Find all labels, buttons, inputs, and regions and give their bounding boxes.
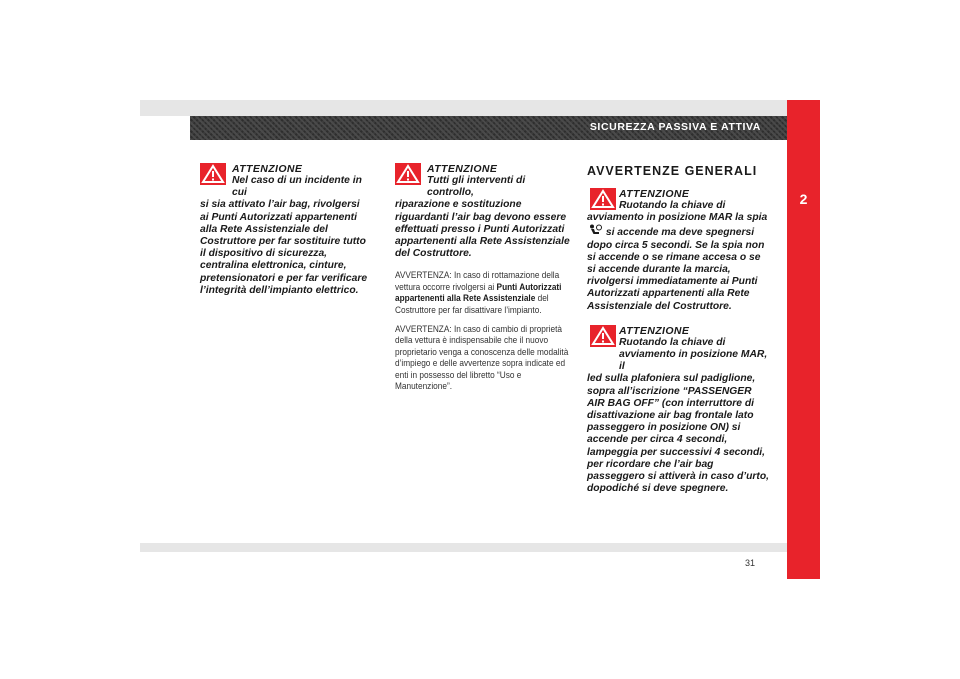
- note-label: AVVERTENZA: [395, 324, 450, 335]
- top-gray-band: [140, 100, 787, 116]
- warning-heading: ATTENZIONE: [232, 163, 303, 175]
- warning-text: riparazione e sostituzione riguardanti l’air bag devono essere effettuati presso i Punti Autorizzati appartenenti alla Rete Assistenziale del Costruttore.: [395, 199, 570, 260]
- column-1: [200, 163, 368, 297]
- warning-text: led sulla plafoniera sul padiglione, sopra all’iscrizione “PASSENGER AIR BAG OFF” (con interruttore di disattivazione air bag frontale lato passeggero in posizione ON) si accende per circa 4 secondi, lampeggia per successivi 4 secondi, per ricordare che l’air bag passeggero si attiverà in caso d’urto, dopodiché si deve spegnere.: [587, 373, 769, 495]
- chapter-number: 2: [799, 191, 808, 207]
- warning-triangle-icon: [590, 188, 616, 210]
- airbag-seated-person-icon: [589, 224, 603, 236]
- note-text: : In caso di cambio di proprietà della vettura è indispensabile che il nuovo proprietario venga a conoscenza delle modalità d’impiego e delle avvertenze sopra indicate ed enti in possesso del libretto “Uso e Manutenzione”.: [395, 324, 569, 392]
- warning-triangle-icon: [395, 163, 421, 185]
- note-label: AVVERTENZA: [395, 270, 450, 281]
- note-ownership-change: [395, 324, 571, 392]
- warning-block: [587, 325, 770, 496]
- page-number: 31: [745, 558, 756, 568]
- warning-heading: ATTENZIONE: [427, 163, 498, 175]
- warning-first-line: Ruotando la chiave di: [619, 336, 726, 348]
- section-header-bar: [190, 116, 787, 140]
- warning-second-line: avviamento in posizione MAR la spia: [587, 212, 768, 224]
- warning-block: [395, 163, 571, 260]
- note-text: : In caso di rottamazione della vettura occorre rivolgersi ai: [395, 270, 560, 292]
- bottom-gray-band: [140, 543, 787, 552]
- warning-block: [587, 188, 770, 313]
- warning-heading: ATTENZIONE: [619, 324, 690, 337]
- warning-text-rest: si accende ma deve spegnersi dopo circa 5 secondi. Se la spia non si accende o se rimane accesa o se si accende durante la marcia, rivolgersi immediatamente ai Punti Autorizzati appartenenti alla Rete Assistenziale del Costruttore.: [587, 227, 765, 312]
- warning-triangle-icon: [590, 325, 616, 347]
- warning-text: [587, 224, 770, 312]
- warning-first-line: Tutti gli interventi di controllo,: [427, 175, 526, 199]
- warning-text: si sia attivato l’air bag, rivolgersi ai Punti Autorizzati appartenenti alla Rete Assistenziale del Costruttore per far sostituire tutto il dispositivo di sicurezza, centralina elettronica, cinture, pretensionatori e per far verificare l’integrità dell’impianto elettrico.: [200, 199, 368, 296]
- chapter-tab: [787, 100, 820, 579]
- warning-triangle-icon: [200, 163, 226, 185]
- column-3: [587, 164, 770, 495]
- warning-heading: ATTENZIONE: [619, 188, 690, 200]
- warning-block: [200, 163, 368, 297]
- note-bold-text: Punti Autorizzati appartenenti alla Rete Assistenziale: [395, 281, 562, 304]
- warning-second-line: avviamento in posizione MAR, il: [619, 349, 768, 373]
- section-title: AVVERTENZE GENERALI: [587, 164, 758, 178]
- note-scrapping: [395, 270, 571, 316]
- section-header-title: SICUREZZA PASSIVA E ATTIVA: [589, 121, 761, 133]
- warning-first-line: Ruotando la chiave di: [619, 200, 726, 211]
- warning-first-line: Nel caso di un incidente in cui: [232, 175, 362, 199]
- note-text: del Costruttore per far disattivare l’impianto.: [395, 293, 549, 315]
- column-2: [395, 163, 571, 392]
